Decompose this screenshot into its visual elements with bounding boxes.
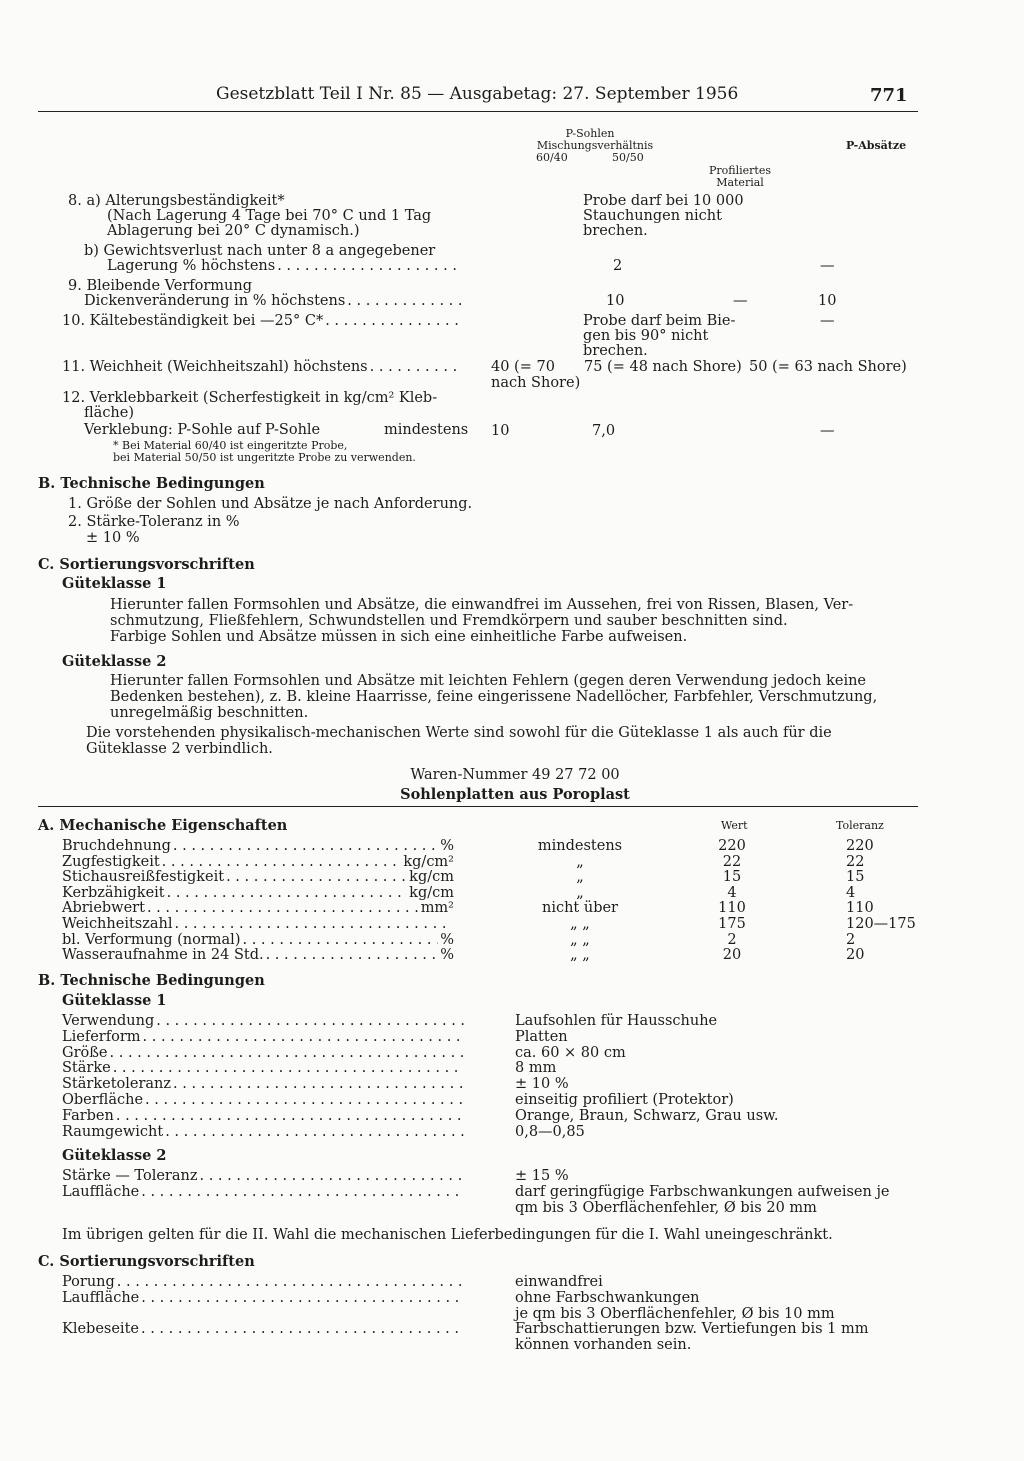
table-row-value: darf geringfügige Farbschwankungen aufweisen je bbox=[515, 1184, 890, 1200]
table-row-value: ± 10 % bbox=[515, 1076, 569, 1093]
col-header-ratio-b: 50/50 bbox=[612, 151, 644, 164]
table-row-label: Lieferform . . . bbox=[62, 1029, 466, 1045]
paragraph-line: unregelmäßig beschnitten. bbox=[110, 705, 309, 721]
table-cell-toleranz: 110 bbox=[846, 900, 874, 917]
table-cell-toleranz: 4 bbox=[846, 884, 856, 901]
item-8a-value: Stauchungen nicht bbox=[583, 208, 722, 224]
col-header-material: Material bbox=[716, 176, 764, 189]
col-header-toleranz: Toleranz bbox=[836, 819, 884, 832]
item-12-min: mindestens bbox=[384, 422, 469, 438]
item-12-text: fläche) bbox=[84, 405, 135, 421]
item-11-value-a: nach Shore) bbox=[491, 375, 581, 391]
table-row-label: Stichausreißfestigkeit . . . kg/cm bbox=[62, 869, 454, 885]
table-row-label: Klebeseite . . . bbox=[62, 1321, 466, 1337]
table-row-value: Laufsohlen für Hausschuhe bbox=[515, 1013, 718, 1029]
item-10-value: Probe darf beim Bie- bbox=[583, 313, 736, 329]
item-9-pabsatz: 10 bbox=[818, 293, 837, 309]
item-10-value: brechen. bbox=[583, 343, 648, 359]
item-8a-text: Ablagerung bei 20° C dynamisch.) bbox=[107, 223, 360, 239]
col-header-wert: Wert bbox=[721, 819, 748, 832]
section-heading: B. Technische Bedingungen bbox=[38, 475, 265, 492]
paragraph-line: Im übrigen gelten für die II. Wahl die mechanischen Lieferbedingungen für die I. Wahl uneingeschränkt. bbox=[62, 1227, 833, 1243]
table-cell-toleranz: 22 bbox=[846, 853, 865, 870]
table-row-value: 8 mm bbox=[515, 1060, 557, 1077]
subsection-heading: Güteklasse 2 bbox=[62, 653, 167, 670]
table-row-label: Wasseraufnahme in 24 Std. . . . % bbox=[62, 947, 454, 963]
table-row-label: Oberfläche . . . bbox=[62, 1092, 466, 1108]
table-cell-condition: „ „ bbox=[570, 916, 590, 932]
table-row-label: Lauffläche . . . bbox=[62, 1184, 466, 1200]
table-row-label: Porung . . . bbox=[62, 1274, 466, 1290]
paragraph-line: Die vorstehenden physikalisch-mechanischen Werte sind sowohl für die Güteklasse 1 als auch für die bbox=[86, 725, 832, 741]
item-10-label: 10. Kältebeständigkeit bei —25° C* . . . bbox=[62, 313, 463, 329]
item-8a-title: 8. a) Alterungsbeständigkeit* bbox=[68, 193, 285, 209]
table-row-label: Bruchdehnung . . . % bbox=[62, 838, 454, 854]
table-cell-wert: 15 bbox=[722, 869, 742, 886]
table-row-value: ca. 60 × 80 cm bbox=[515, 1044, 626, 1061]
header-rule bbox=[38, 111, 918, 112]
table-row-label: Kerbzähigkeit . . . kg/cm bbox=[62, 885, 454, 901]
table-cell-toleranz: 120—175 bbox=[846, 916, 916, 932]
paragraph-line: Güteklasse 2 verbindlich. bbox=[86, 741, 273, 757]
item-8b-pabsatz: — bbox=[820, 258, 835, 274]
table-row-label: Stärke . . . bbox=[62, 1060, 466, 1076]
item-12-value-b: 7,0 bbox=[592, 423, 616, 439]
section-heading: B. Technische Bedingungen bbox=[38, 972, 265, 989]
col-header-profiliert: Profiliertes bbox=[709, 164, 771, 177]
col-header-ratio-a: 60/40 bbox=[536, 151, 568, 164]
table-row-value: einseitig profiliert (Protektor) bbox=[515, 1092, 734, 1108]
section-rule bbox=[38, 806, 918, 807]
section-heading: C. Sortierungsvorschriften bbox=[38, 1253, 255, 1270]
table-row-value: Orange, Braun, Schwarz, Grau usw. bbox=[515, 1107, 779, 1124]
table-cell-toleranz: 15 bbox=[846, 869, 865, 886]
table-row-label: Zugfestigkeit . . . kg/cm² bbox=[62, 854, 454, 870]
table-row-value: 0,8—0,85 bbox=[515, 1123, 585, 1140]
table-row-value: einwandfrei bbox=[515, 1274, 603, 1290]
paragraph-line: Hierunter fallen Formsohlen und Absätze mit leichten Fehlern (gegen deren Verwendung jedoch keine bbox=[110, 673, 867, 689]
item-10-pabsatz: — bbox=[820, 313, 835, 329]
paragraph-line: Bedenken bestehen), z. B. kleine Haarrisse, feine eingerissene Nadellöcher, Farbfehler, Verschmutzung, bbox=[110, 689, 878, 705]
paragraph-line: schmutzung, Fließfehlern, Schwundstellen und Fremdkörpern und sauber beschnitten sind. bbox=[110, 613, 788, 629]
table-row-value: können vorhanden sein. bbox=[515, 1337, 692, 1353]
table-cell-condition: nicht über bbox=[541, 900, 618, 917]
item-9-value: 10 bbox=[606, 293, 625, 309]
table-cell-condition: mindestens bbox=[537, 838, 623, 854]
table-cell-condition: „ bbox=[576, 884, 584, 901]
subsection-heading: Güteklasse 2 bbox=[62, 1147, 167, 1164]
section-heading: C. Sortierungsvorschriften bbox=[38, 556, 255, 573]
item-12-value-a: 10 bbox=[491, 423, 510, 439]
table-cell-wert: 4 bbox=[727, 884, 737, 901]
table-row-label: Raumgewicht . . . bbox=[62, 1124, 466, 1140]
item-10-value: gen bis 90° nicht bbox=[583, 328, 709, 344]
table-row-label: Verwendung . . . bbox=[62, 1013, 466, 1029]
table-cell-wert: 2 bbox=[727, 931, 737, 948]
item-11-value-a: 40 (= 70 bbox=[491, 359, 555, 375]
item-9-title: 9. Bleibende Verformung bbox=[68, 278, 253, 294]
table-cell-condition: „ bbox=[576, 869, 584, 886]
item-8a-value: brechen. bbox=[583, 223, 648, 239]
section-line: 1. Größe der Sohlen und Absätze je nach Anforderung. bbox=[68, 496, 473, 512]
table-cell-condition: „ „ bbox=[570, 947, 590, 964]
section-line: 2. Stärke-Toleranz in % bbox=[68, 514, 240, 530]
table-row-value: ± 15 % bbox=[515, 1168, 569, 1184]
col-header-pabsaetze: P-Absätze bbox=[846, 139, 907, 152]
product-title: Sohlenplatten aus Poroplast bbox=[400, 786, 630, 803]
section-line: ± 10 % bbox=[86, 530, 140, 546]
table-cell-condition: „ „ bbox=[570, 931, 590, 948]
item-11-value-b: 75 (= 48 nach Shore) bbox=[584, 359, 742, 375]
item-9-profiliert: — bbox=[733, 293, 748, 309]
item-11-pabsatz: 50 (= 63 nach Shore) bbox=[749, 359, 907, 375]
table-cell-wert: 110 bbox=[718, 900, 746, 917]
col-header-psohlen: P-Sohlen bbox=[565, 127, 615, 140]
item-8b-label: Lagerung % höchstens . . . bbox=[107, 258, 463, 274]
table-row-label: Weichheitszahl . . . bbox=[62, 916, 454, 932]
item-12-title: 12. Verklebbarkeit (Scherfestigkeit in kg/cm² Kleb- bbox=[62, 390, 438, 406]
table-row-value: Platten bbox=[515, 1028, 568, 1045]
table-row-value: ohne Farbschwankungen bbox=[515, 1290, 700, 1306]
paragraph-line: Hierunter fallen Formsohlen und Absätze, die einwandfrei im Aussehen, frei von Rissen, Blasen, Ver- bbox=[110, 597, 854, 613]
item-9-label: Dickenveränderung in % höchstens . . . bbox=[84, 293, 463, 309]
table-row-label: Lauffläche . . . bbox=[62, 1290, 466, 1306]
col-header-mischung: Mischungsverhältnis bbox=[536, 139, 654, 152]
table-row-value: Farbschattierungen bzw. Vertiefungen bis 1 mm bbox=[515, 1321, 869, 1337]
table-cell-toleranz: 220 bbox=[846, 838, 874, 854]
item-11-label: 11. Weichheit (Weichheitszahl) höchstens . . . bbox=[62, 359, 463, 375]
waren-nummer: Waren-Nummer 49 27 72 00 bbox=[410, 767, 620, 783]
subsection-heading: Güteklasse 1 bbox=[62, 575, 167, 592]
table-cell-wert: 175 bbox=[718, 916, 746, 932]
table-row-label: Stärketoleranz . . . bbox=[62, 1076, 466, 1092]
running-title: Gesetzblatt Teil I Nr. 85 — Ausgabetag: 27. September 1956 bbox=[216, 84, 739, 104]
table-row-label: Abriebwert . . . mm² bbox=[62, 900, 454, 916]
footnote: * Bei Material 60/40 ist eingeritzte Probe, bbox=[113, 439, 348, 452]
table-cell-toleranz: 20 bbox=[846, 947, 865, 964]
item-12-text: Verklebung: P-Sohle auf P-Sohle bbox=[84, 422, 321, 438]
item-12-pabsatz: — bbox=[820, 423, 835, 439]
paragraph-line: Farbige Sohlen und Absätze müssen in sich eine einheitliche Farbe aufweisen. bbox=[110, 629, 688, 645]
table-cell-wert: 22 bbox=[722, 853, 742, 870]
table-cell-toleranz: 2 bbox=[846, 931, 856, 948]
table-cell-wert: 20 bbox=[722, 947, 742, 964]
table-row-value: qm bis 3 Oberflächenfehler, Ø bis 20 mm bbox=[515, 1200, 817, 1216]
item-8a-text: (Nach Lagerung 4 Tage bei 70° C und 1 Tag bbox=[107, 208, 432, 224]
footnote: bei Material 50/50 ist ungeritzte Probe zu verwenden. bbox=[113, 451, 416, 464]
table-row-value: je qm bis 3 Oberflächenfehler, Ø bis 10 mm bbox=[515, 1306, 835, 1322]
page-number: 771 bbox=[870, 85, 908, 106]
section-heading: A. Mechanische Eigenschaften bbox=[38, 817, 288, 834]
item-8b-title: b) Gewichtsverlust nach unter 8 a angegebener bbox=[84, 243, 436, 259]
item-8b-value: 2 bbox=[613, 258, 623, 274]
subsection-heading: Güteklasse 1 bbox=[62, 992, 167, 1009]
item-8a-value: Probe darf bei 10 000 bbox=[583, 193, 744, 209]
table-cell-wert: 220 bbox=[718, 838, 746, 854]
table-row-label: bl. Verformung (normal) . . . % bbox=[62, 932, 454, 948]
table-row-label: Stärke — Toleranz . . . bbox=[62, 1168, 466, 1184]
table-cell-condition: „ bbox=[576, 853, 584, 870]
table-row-label: Größe . . . bbox=[62, 1045, 466, 1061]
table-row-label: Farben . . . bbox=[62, 1108, 466, 1124]
